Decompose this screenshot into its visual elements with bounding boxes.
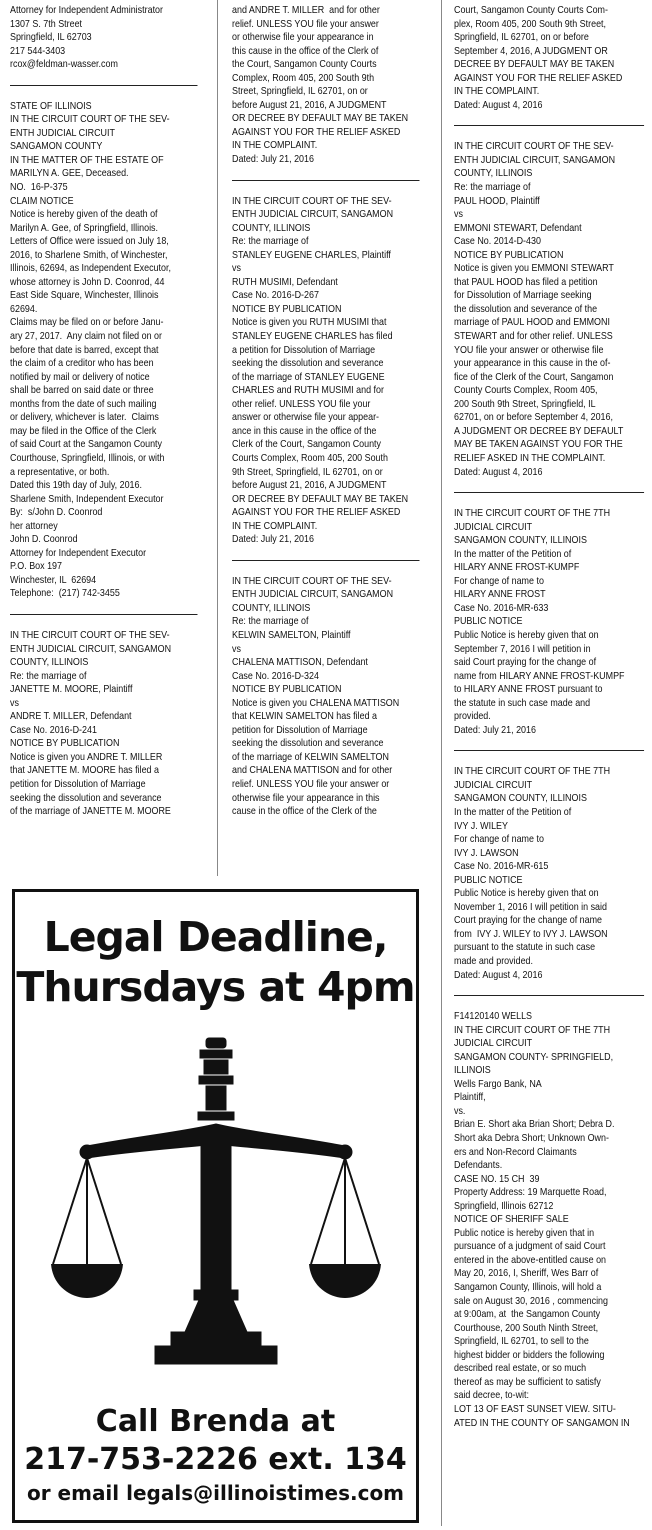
notice-line: her attorney — [10, 520, 58, 532]
ad-email-line: or email legals@illinoistimes.com — [26, 1481, 405, 1505]
ad-headline: Thursdays at 4pm — [16, 963, 415, 1011]
notice-line: EMMONI STEWART, Defendant — [454, 222, 582, 234]
notice-line: OR DECREE BY DEFAULT MAY BE TAKEN — [232, 113, 409, 125]
notice-line: Public Notice is hereby given that on — [454, 629, 599, 641]
notice-line: from IVY J. WILEY to IVY J. LAWSON — [454, 928, 608, 940]
notice-line: ary 27, 2017. Any claim not filed on or — [10, 331, 163, 343]
notice-line: 200 South 9th Street, Springfield, IL — [454, 398, 596, 410]
notice-line: Property Address: 19 Marquette Road, — [454, 1187, 607, 1199]
notice-line: Notice is given you EMMONI STEWART — [454, 263, 614, 275]
notice-line: Claims may be filed on or before Janu- — [10, 317, 164, 329]
notice-line: and ANDRE T. MILLER and for other — [232, 5, 380, 16]
notice-line: DECREE BY DEFAULT MAY BE TAKEN — [454, 59, 615, 71]
notice-line: the claim of a creditor who has been — [10, 358, 154, 370]
scales-of-justice-icon — [51, 1032, 381, 1382]
notice-line: IN THE CIRCUIT COURT OF THE SEV- — [232, 195, 392, 207]
notice-line: STEWART and for other relief. UNLESS — [454, 331, 613, 343]
notice-line: Case No. 2016-MR-633 — [454, 602, 549, 614]
notice-line: CLAIM NOTICE — [10, 195, 74, 207]
notice-line: AGAINST YOU FOR THE RELIEF ASKED — [454, 72, 623, 84]
notice-line: provided. — [454, 711, 491, 723]
notice-line: seeking the dissolution and severance — [10, 792, 162, 804]
notice-line: made and provided. — [454, 956, 533, 967]
notice-line: Re: the marriage of — [454, 182, 531, 194]
notice-line: September 7, 2016 I will petition in — [454, 643, 591, 655]
notice-line: rcox@feldman-wasser.com — [10, 59, 118, 71]
notice-line: the dissolution and severance of the — [454, 303, 598, 315]
notice-line: Court praying for the change of name — [454, 915, 603, 927]
notice-line: Notice is hereby given of the death of — [10, 209, 158, 221]
notice-line: Street, Springfield, IL 62701, on or — [232, 86, 368, 98]
legal-notice — [454, 1010, 644, 1430]
notice-line: 62701, on or before September 4, 2016, — [454, 412, 613, 424]
notice-line: Springfield, Illinois 62712 — [454, 1200, 554, 1212]
notice-separator — [454, 750, 644, 751]
notice-line: of the marriage of STANLEY EUGENE — [232, 371, 385, 383]
notice-line: Dated: July 21, 2016 — [454, 724, 536, 736]
notice-line: 1307 S. 7th Street — [10, 18, 83, 30]
notice-separator — [454, 492, 644, 493]
notice-line: months from the date of such mailing — [10, 398, 157, 410]
notice-line: NOTICE OF SHERIFF SALE — [454, 1214, 569, 1226]
notice-line: By: s/John D. Coonrod — [10, 507, 103, 519]
notice-line: sale on August 30, 2016 , commencing — [454, 1295, 609, 1307]
notice-line: PUBLIC NOTICE — [454, 874, 523, 886]
notice-line: petition for Dissolution of Marriage — [10, 778, 146, 790]
notice-line: that PAUL HOOD has filed a petition — [454, 276, 598, 288]
notice-line: JUDICIAL CIRCUIT — [454, 779, 533, 791]
notice-line: JANETTE M. MOORE, Plaintiff — [10, 684, 133, 696]
legal-notice — [10, 4, 197, 72]
notice-line: a representative, or both. — [10, 466, 110, 478]
notice-line: YOU file your answer or otherwise file — [454, 344, 604, 356]
notice-line: F14120140 WELLS — [454, 1011, 533, 1023]
notice-line: PAUL HOOD, Plaintiff — [454, 195, 540, 207]
notice-line: of said Court at the Sangamon County — [10, 439, 163, 451]
notice-line: Case No. 2016-D-267 — [232, 290, 319, 302]
notice-line: may be filed in the Office of the Clerk — [10, 425, 157, 437]
notice-line: Dated: August 4, 2016 — [454, 969, 543, 981]
notice-line: name from HILARY ANNE FROST-KUMPF — [454, 670, 625, 682]
notice-line: Letters of Office were issued on July 18, — [10, 236, 169, 248]
notice-line: HILARY ANNE FROST-KUMPF — [454, 562, 580, 574]
notice-line: AGAINST YOU FOR THE RELIEF ASKED — [232, 126, 401, 138]
ad-headline: Legal Deadline, — [43, 913, 388, 961]
notice-line: Notice is given you ANDRE T. MILLER — [10, 751, 163, 763]
notice-line: IN THE CIRCUIT COURT OF THE 7TH — [454, 766, 611, 778]
notice-line: this cause in the office of the Clerk of — [232, 45, 379, 57]
notice-line: described real estate, or so much — [454, 1363, 587, 1375]
notice-line: notified by mail or delivery of notice — [10, 371, 150, 383]
notice-line: Case No. 2014-D-430 — [454, 236, 541, 248]
notice-line: RUTH MUSIMI, Defendant — [232, 276, 338, 288]
notice-line: ENTH JUDICIAL CIRCUIT, SANGAMON — [232, 209, 394, 221]
notice-line: ANDRE T. MILLER, Defendant — [10, 711, 132, 723]
notice-line: Wells Fargo Bank, NA — [454, 1078, 542, 1090]
notice-line: Winchester, IL 62694 — [10, 574, 97, 586]
notice-line: 217 544-3403 — [10, 45, 66, 57]
notice-line: and CHALENA MATTISON and for other — [232, 765, 393, 777]
notice-line: Public notice is hereby given that in — [454, 1227, 595, 1239]
notice-line: JUDICIAL CIRCUIT — [454, 1038, 533, 1050]
notice-line: A JUDGMENT OR DECREE BY DEFAULT — [454, 425, 624, 437]
notice-line: MARILYN A. GEE, Deceased. — [10, 168, 129, 180]
notice-line: your appearance in this cause in the of- — [454, 358, 611, 370]
legal-notice — [454, 140, 644, 479]
notice-line: before August 21, 2016, A JUDGMENT — [232, 99, 387, 111]
notice-line: Courthouse, 200 South Ninth Street, — [454, 1322, 599, 1334]
notice-line: COUNTY, ILLINOIS — [10, 657, 89, 669]
notice-line: of the marriage of JANETTE M. MOORE — [10, 806, 171, 818]
notice-line: to HILARY ANNE FROST pursuant to — [454, 684, 603, 696]
notice-separator — [232, 180, 419, 181]
notice-line: before August 21, 2016, A JUDGMENT — [232, 480, 387, 492]
notice-line: Re: the marriage of — [232, 236, 309, 248]
notice-line: Clerk of the Court, Sangamon County — [232, 439, 382, 451]
notice-line: In the matter of the Petition of — [454, 548, 572, 560]
legal-notice — [10, 100, 197, 601]
notice-line: ENTH JUDICIAL CIRCUIT, SANGAMON — [454, 154, 616, 166]
notice-line: IN THE CIRCUIT COURT OF THE SEV- — [454, 141, 614, 153]
notice-line: Springfield, IL 62703 — [10, 32, 92, 44]
notice-line: Short aka Debra Short; Unknown Own- — [454, 1133, 609, 1145]
notice-line: November 1, 2016 I will petition in said — [454, 901, 607, 913]
legal-notice — [10, 629, 197, 819]
notice-line: said Court praying for the change of — [454, 657, 597, 669]
notice-line: HILARY ANNE FROST — [454, 589, 546, 601]
notice-line: IN THE CIRCUIT COURT OF THE SEV- — [10, 629, 170, 641]
notice-line: IN THE COMPLAINT. — [232, 140, 318, 152]
notice-line: fice of the Clerk of the Court, Sangamon — [454, 371, 614, 383]
notice-line: marriage of PAUL HOOD and EMMONI — [454, 317, 610, 329]
legal-deadline-ad — [12, 889, 419, 1523]
column-divider — [441, 0, 442, 1526]
notice-line: IVY J. LAWSON — [454, 847, 519, 859]
notice-line: CHALENA MATTISON, Defendant — [232, 657, 368, 669]
notice-line: a petition for Dissolution of Marriage — [232, 344, 376, 356]
notice-line: SANGAMON COUNTY, ILLINOIS — [454, 535, 587, 547]
notice-line: Attorney for Independent Executor — [10, 547, 147, 559]
notice-line: ILLINOIS — [454, 1065, 491, 1077]
notice-line: vs — [232, 263, 241, 275]
notice-line: the statute in such case made and — [454, 697, 591, 709]
notice-line: IN THE COMPLAINT. — [232, 520, 318, 532]
notice-line: SANGAMON COUNTY — [10, 141, 103, 153]
notice-line: County Courts Complex, Room 405, — [454, 385, 598, 397]
notice-line: Defendants. — [454, 1160, 503, 1172]
notice-line: COUNTY, ILLINOIS — [232, 602, 311, 614]
notice-line: that JANETTE M. MOORE has filed a — [10, 765, 159, 777]
notice-line: Marilyn A. Gee, of Springfield, Illinois. — [10, 222, 159, 234]
notice-line: vs. — [454, 1105, 466, 1117]
notice-line: said decree, to-wit: — [454, 1390, 530, 1402]
notice-line: For change of name to — [454, 834, 544, 846]
notice-line: Dated: August 4, 2016 — [454, 466, 543, 478]
notice-line: Illinois, 62694, as Independent Executor, — [10, 263, 171, 275]
notice-line: Sharlene Smith, Independent Executor — [10, 493, 164, 505]
notice-line: or delivery, whichever is later. Claims — [10, 412, 159, 424]
notice-line: Telephone: (217) 742-3455 — [10, 588, 120, 600]
notice-line: shall be barred on said date or three — [10, 385, 154, 397]
notice-separator — [454, 995, 644, 996]
notice-line: COUNTY, ILLINOIS — [232, 222, 311, 234]
notice-line: September 4, 2016, A JUDGMENT OR — [454, 45, 608, 57]
notice-line: For change of name to — [454, 575, 544, 587]
notice-line: petition for Dissolution of Marriage — [232, 724, 368, 736]
notice-line: STATE OF ILLINOIS — [10, 100, 92, 112]
notice-line: IN THE MATTER OF THE ESTATE OF — [10, 154, 164, 166]
notice-line: Courthouse, Springfield, Illinois, or with — [10, 452, 165, 464]
notice-line: that KELWIN SAMELTON has filed a — [232, 711, 378, 723]
legal-notice — [454, 765, 644, 982]
notice-line: Notice is given you CHALENA MATTISON — [232, 697, 400, 709]
notice-line: OR DECREE BY DEFAULT MAY BE TAKEN — [232, 493, 409, 505]
notice-line: May 20, 2016, I, Sheriff, Wes Barr of — [454, 1268, 599, 1280]
notice-line: pursuance of a judgment of said Court — [454, 1241, 606, 1253]
notice-line: for Dissolution of Marriage seeking — [454, 290, 592, 302]
notice-separator — [10, 614, 197, 615]
notice-line: Springfield, IL 62701, on or before — [454, 32, 589, 44]
notice-line: Case No. 2016-D-324 — [232, 670, 319, 682]
notice-line: JUDICIAL CIRCUIT — [454, 521, 533, 533]
notice-line: pursuant to the statute in such case — [454, 942, 596, 954]
notice-line: STANLEY EUGENE CHARLES has filed — [232, 331, 393, 343]
notice-line: at 9:00am, at the Sangamon County — [454, 1309, 601, 1321]
notice-line: AGAINST YOU FOR THE RELIEF ASKED — [232, 507, 401, 519]
notice-line: Re: the marriage of — [232, 616, 309, 628]
notice-line: COUNTY, ILLINOIS — [454, 168, 533, 180]
notice-line: 9th Street, Springfield, IL 62701, on or — [232, 466, 383, 478]
notice-line: IN THE COMPLAINT. — [454, 86, 540, 98]
notice-line: otherwise file your appearance in this — [232, 792, 380, 804]
notice-line: Attorney for Independent Administrator — [10, 5, 163, 16]
ad-call-line: Call Brenda at — [95, 1404, 336, 1439]
notice-line: other relief. UNLESS YOU file your — [232, 398, 371, 410]
notice-line: NOTICE BY PUBLICATION — [232, 684, 342, 696]
notice-column-1 — [10, 4, 197, 819]
notice-line: Plaintiff, — [454, 1092, 486, 1104]
notice-line: 62694. — [10, 303, 38, 315]
notice-line: relief. UNLESS YOU file your answer — [232, 18, 379, 30]
legal-notice — [232, 4, 419, 167]
notice-line: Dated: July 21, 2016 — [232, 534, 314, 546]
notice-line: MAY BE TAKEN AGAINST YOU FOR THE — [454, 439, 623, 451]
notice-line: IN THE CIRCUIT COURT OF THE 7TH — [454, 1024, 611, 1036]
notice-line: IVY J. WILEY — [454, 820, 508, 832]
legal-notice — [454, 4, 644, 112]
notice-line: Dated this 19th day of July, 2016. — [10, 480, 142, 492]
notice-line: ers and Non-Record Claimants — [454, 1146, 577, 1158]
notice-line: ENTH JUDICIAL CIRCUIT — [10, 127, 115, 139]
notice-line: Complex, Room 405, 200 South 9th — [232, 72, 375, 84]
notice-line: the Court, Sangamon County Courts — [232, 59, 377, 71]
notice-line: Case No. 2016-MR-615 — [454, 861, 549, 873]
notice-line: SANGAMON COUNTY, ILLINOIS — [454, 793, 587, 805]
notice-line: Sangamon County, Illinois, will hold a — [454, 1282, 602, 1294]
notice-line: NOTICE BY PUBLICATION — [454, 249, 564, 261]
notice-line: Public Notice is hereby given that on — [454, 888, 599, 900]
notice-line: P.O. Box 197 — [10, 561, 63, 573]
notice-line: seeking the dissolution and severance — [232, 738, 384, 750]
column-divider — [217, 0, 218, 876]
notice-line: entered in the above-entitled cause on — [454, 1254, 607, 1266]
notice-line: Re: the marriage of — [10, 670, 87, 682]
notice-separator — [10, 85, 197, 86]
notice-line: ENTH JUDICIAL CIRCUIT, SANGAMON — [10, 643, 172, 655]
notice-line: cause in the office of the Clerk of the — [232, 806, 377, 818]
notice-line: vs — [232, 643, 241, 655]
notice-line: relief. UNLESS YOU file your answer or — [232, 778, 390, 790]
notice-separator — [232, 560, 419, 561]
notice-column-3 — [454, 4, 644, 1430]
notice-line: NO. 16-P-375 — [10, 182, 68, 194]
notice-line: IN THE CIRCUIT COURT OF THE SEV- — [232, 575, 392, 587]
notice-line: LOT 13 OF EAST SUNSET VIEW. SITU- — [454, 1403, 616, 1415]
notice-line: ENTH JUDICIAL CIRCUIT, SANGAMON — [232, 589, 394, 601]
notice-line: Court, Sangamon County Courts Com- — [454, 5, 608, 16]
notice-line: CASE NO. 15 CH 39 — [454, 1173, 540, 1185]
notice-line: ance in this cause in the office of the — [232, 425, 377, 437]
notice-line: Brian E. Short aka Brian Short; Debra D. — [454, 1119, 615, 1131]
notice-line: PUBLIC NOTICE — [454, 616, 523, 628]
notice-line: Courts Complex, Room 405, 200 South — [232, 452, 388, 464]
ad-phone-number: 217-753-2226 ext. 134 — [24, 1442, 407, 1477]
legal-notice — [232, 575, 419, 819]
notice-line: whose attorney is John D. Coonrod, 44 — [10, 276, 165, 288]
notice-line: IN THE CIRCUIT COURT OF THE SEV- — [10, 114, 170, 126]
notice-line: NOTICE BY PUBLICATION — [232, 303, 342, 315]
notice-line: Notice is given you RUTH MUSIMI that — [232, 317, 387, 329]
notice-line: Dated: July 21, 2016 — [232, 154, 314, 166]
notice-line: KELWIN SAMELTON, Plaintiff — [232, 629, 351, 641]
notice-separator — [454, 125, 644, 126]
notice-line: before that date is barred, except that — [10, 344, 159, 356]
notice-line: Dated: August 4, 2016 — [454, 99, 543, 111]
notice-line: ATED IN THE COUNTY OF SANGAMON IN — [454, 1417, 630, 1429]
notice-line: NOTICE BY PUBLICATION — [10, 738, 120, 750]
notice-line: RELIEF ASKED IN THE COMPLAINT. — [454, 452, 606, 464]
legal-notice — [454, 507, 644, 737]
notice-line: East Side Square, Winchester, Illinois — [10, 290, 159, 302]
legal-notice — [232, 195, 419, 547]
notice-line: plex, Room 405, 200 South 9th Street, — [454, 18, 607, 30]
notice-line: or otherwise file your appearance in — [232, 32, 374, 44]
notice-line: seeking the dissolution and severance — [232, 358, 384, 370]
notice-line: In the matter of the Petition of — [454, 806, 572, 818]
notice-line: IN THE CIRCUIT COURT OF THE 7TH — [454, 508, 611, 520]
notice-line: answer or otherwise file your appear- — [232, 412, 380, 424]
notice-line: thereof as may be sufficient to satisfy — [454, 1376, 601, 1388]
notice-line: Springfield, IL 62701, to sell to the — [454, 1336, 589, 1348]
notice-line: vs — [10, 697, 19, 709]
notice-line: CHARLES and RUTH MUSIMI and for — [232, 385, 384, 397]
notice-line: highest bidder or bidders the following — [454, 1349, 605, 1361]
notice-line: Case No. 2016-D-241 — [10, 724, 97, 736]
notice-line: 2016, to Sharlene Smith, of Winchester, — [10, 249, 168, 261]
notice-line: of the marriage of KELWIN SAMELTON — [232, 751, 389, 763]
notice-line: John D. Coonrod — [10, 534, 78, 546]
notice-line: STANLEY EUGENE CHARLES, Plaintiff — [232, 249, 391, 261]
notice-column-2 — [232, 4, 419, 819]
notice-line: SANGAMON COUNTY- SPRINGFIELD, — [454, 1051, 614, 1063]
notice-line: vs — [454, 209, 463, 221]
